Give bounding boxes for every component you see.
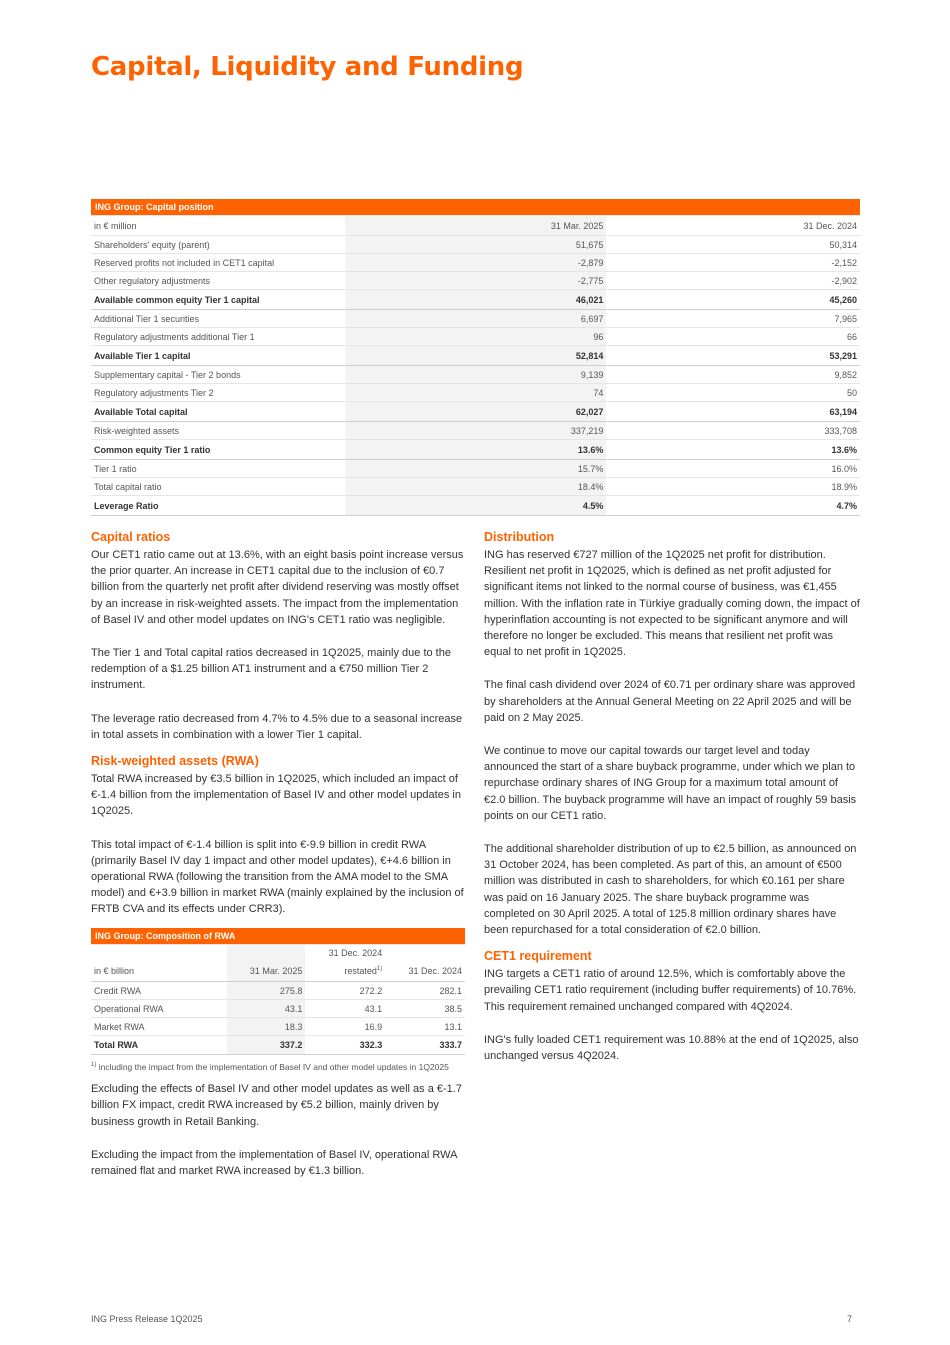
row-label: Regulatory adjustments additional Tier 1 <box>91 328 345 346</box>
unit-label: in € million <box>91 216 345 236</box>
cell-dec-2024: 50,314 <box>606 236 860 254</box>
row-label: Total capital ratio <box>91 478 345 496</box>
paragraph: ING has reserved €727 million of the 1Q2025 net profit for distribution. Resilient net profit in 1Q2025, which is defined as net profit adjusted for significant items not linked to the normal course of business, was €1,455 million. With the inflation rate in Türkiye gradually coming down, the impact of hyperinflation accounting is not expected to be significant anymore and will therefore no longer be excluded. This means that resilient net profit was equal to net profit in 1Q2025. <box>484 549 860 659</box>
footnote-text: including the impact from the implementation of Basel IV and other model updates in 1Q2025 <box>98 1062 449 1073</box>
row-label: Tier 1 ratio <box>91 460 345 478</box>
page-number: 7 <box>846 1314 852 1324</box>
row-label: Available Total capital <box>91 402 345 422</box>
cell-mar-2025: 46,021 <box>345 290 607 310</box>
table-row <box>91 346 860 366</box>
cell-dec-2024: 53,291 <box>606 346 860 366</box>
paragraph: Total RWA increased by €3.5 billion in 1Q2025, which included an impact of €-1.4 billion from the implementation of Basel IV and other model updates in 1Q2025. <box>91 773 461 818</box>
cell-mar-2025: 43.1 <box>227 1000 305 1018</box>
cell-mar-2025: 4.5% <box>345 496 607 516</box>
row-label: Operational RWA <box>91 1000 227 1018</box>
table-row <box>91 982 465 1000</box>
rwa-table-block <box>91 928 465 1073</box>
footer-doc-title: ING Press Release 1Q2025 <box>91 1314 203 1324</box>
table-footnote <box>91 1060 465 1073</box>
cell-mar-2025: 9,139 <box>345 366 607 384</box>
row-label: Additional Tier 1 securities <box>91 310 345 328</box>
row-label: Shareholders' equity (parent) <box>91 236 345 254</box>
column-header-line: 31 Dec. 2024 <box>328 947 383 958</box>
table-row <box>91 402 860 422</box>
rwa-composition-table <box>91 928 465 1056</box>
row-label: Other regulatory adjustments <box>91 272 345 290</box>
cell-mar-2025: 6,697 <box>345 310 607 328</box>
column-header: 31 Mar. 2025 <box>227 944 305 981</box>
table-row <box>91 422 860 440</box>
column-header-restated <box>305 944 385 981</box>
section-heading-capital-ratios: Capital ratios <box>91 530 171 544</box>
table-header: ING Group: Composition of RWA <box>91 928 465 945</box>
cell-mar-2025: 52,814 <box>345 346 607 366</box>
cell-mar-2025: -2,879 <box>345 254 607 272</box>
paragraph: We continue to move our capital towards our target level and today announced the start of a share buyback programme, under which we plan to repurchase ordinary shares of ING Group for a maximum total amount of €2.0 billion. The buyback programme will have an impact of roughly 59 basis points on our CET1 ratio. <box>484 745 857 822</box>
footnote-marker: 1) <box>91 1062 97 1069</box>
cell-dec-2024: 7,965 <box>606 310 860 328</box>
table-row <box>91 478 860 496</box>
cell-dec-2024: -2,902 <box>606 272 860 290</box>
footnote-marker: 1) <box>376 966 383 973</box>
table-row <box>91 1018 465 1036</box>
table-row <box>91 366 860 384</box>
section-heading-distribution: Distribution <box>484 530 555 544</box>
cell-dec-2024: 63,194 <box>606 402 860 422</box>
column-header: 31 Dec. 2024 <box>385 944 465 981</box>
row-label: Supplementary capital - Tier 2 bonds <box>91 366 345 384</box>
cell-dec-2024: 13.6% <box>606 440 860 460</box>
cell-mar-2025: 13.6% <box>345 440 607 460</box>
cell-mar-2025: 18.3 <box>227 1018 305 1036</box>
table-row <box>91 328 860 346</box>
paragraph: ING targets a CET1 ratio of around 12.5%, which is comfortably above the prevailing CET1 ratio requirement (including buffer requirements) of 10.76%. This requirement remained unchanged compared with 4Q2024. <box>484 968 857 1013</box>
cell-mar-2025: 18.4% <box>345 478 607 496</box>
cell-dec-2024: 16.0% <box>606 460 860 478</box>
table-row <box>91 290 860 310</box>
paragraph: Our CET1 ratio came out at 13.6%, with an eight basis point increase versus the prior quarter. An increase in CET1 capital due to the inclusion of €0.7 billion from the quarterly net profit after dividend reserving was mostly offset by an increase in risk-weighted assets. The impact from the implementation of Basel IV and other model updates on ING's CET1 ratio was negligible. <box>91 549 464 626</box>
cell-dec-2024: 18.9% <box>606 478 860 496</box>
paragraph: Excluding the effects of Basel IV and other model updates as well as a €-1.7 billion FX impact, credit RWA increased by €5.2 billion, mainly driven by business growth in Retail Banking. <box>91 1083 462 1128</box>
cell-mar-2025: 96 <box>345 328 607 346</box>
page-title: Capital, Liquidity and Funding <box>91 52 524 82</box>
paragraph: The leverage ratio decreased from 4.7% to 4.5% due to a seasonal increase in total assets in combination with a lower Tier 1 capital. <box>91 712 463 741</box>
row-label: Risk-weighted assets <box>91 422 345 440</box>
row-label: Common equity Tier 1 ratio <box>91 440 345 460</box>
paragraph: This total impact of €-1.4 billion is split into €-9.9 billion in credit RWA (primarily Basel IV day 1 impact and other model updates), €+4.6 billion in operational RWA (following the transition from the AMA model to the SMA model) and €+3.9 billion in market RWA (mainly explained by the inclusion of FRTB CVA and its effects under CRR3). <box>91 838 464 916</box>
table-row <box>91 384 860 402</box>
cell-dec-2024: 13.1 <box>385 1018 465 1036</box>
row-label: Credit RWA <box>91 982 227 1000</box>
table-row <box>91 496 860 516</box>
cell-dec-2024: 66 <box>606 328 860 346</box>
cell-dec-2024: 50 <box>606 384 860 402</box>
row-label: Available common equity Tier 1 capital <box>91 290 345 310</box>
paragraph: The additional shareholder distribution of up to €2.5 billion, as announced on 31 October 2024, has been completed. As part of this, an amount of €500 million was distributed in cash to shareholders, for which €0.161 per share was paid on 16 January 2025. The share buyback programme was completed on 30 April 2025. A total of 125.8 million ordinary shares have been repurchased for a total consideration of €2.0 billion. <box>484 843 857 937</box>
cell-dec-2024-restated: 272.2 <box>305 982 385 1000</box>
row-label: Available Tier 1 capital <box>91 346 345 366</box>
cell-dec-2024: 38.5 <box>385 1000 465 1018</box>
row-label: Reserved profits not included in CET1 capital <box>91 254 345 272</box>
table-row <box>91 440 860 460</box>
cell-dec-2024: 333.7 <box>385 1036 465 1055</box>
cell-mar-2025: 275.8 <box>227 982 305 1000</box>
table-row <box>91 272 860 290</box>
row-label: Total RWA <box>91 1036 227 1055</box>
cell-mar-2025: 337.2 <box>227 1036 305 1055</box>
table-header: ING Group: Capital position <box>91 199 860 216</box>
cell-dec-2024-restated: 43.1 <box>305 1000 385 1018</box>
cell-dec-2024: -2,152 <box>606 254 860 272</box>
cell-dec-2024: 45,260 <box>606 290 860 310</box>
column-header: 31 Mar. 2025 <box>345 216 607 236</box>
row-label: Market RWA <box>91 1018 227 1036</box>
cell-dec-2024-restated: 16.9 <box>305 1018 385 1036</box>
table-row <box>91 236 860 254</box>
paragraph: The final cash dividend over 2024 of €0.71 per ordinary share was approved by shareholders at the Annual General Meeting on 22 April 2025 and will be paid on 2 May 2025. <box>484 679 856 724</box>
paragraph: Excluding the impact from the implementation of Basel IV, operational RWA remained flat and market RWA increased by €1.3 billion. <box>91 1148 457 1177</box>
table-row <box>91 254 860 272</box>
cell-dec-2024: 282.1 <box>385 982 465 1000</box>
cell-mar-2025: -2,775 <box>345 272 607 290</box>
section-heading-cet1: CET1 requirement <box>484 949 592 964</box>
cell-dec-2024: 333,708 <box>606 422 860 440</box>
left-column <box>91 529 468 1196</box>
column-header-line: restated <box>344 966 377 977</box>
cell-mar-2025: 62,027 <box>345 402 607 422</box>
cell-mar-2025: 15.7% <box>345 460 607 478</box>
total-row <box>91 1036 465 1055</box>
section-heading-rwa: Risk-weighted assets (RWA) <box>91 754 259 769</box>
row-label: Leverage Ratio <box>91 496 345 516</box>
cell-dec-2024: 9,852 <box>606 366 860 384</box>
right-column <box>484 529 861 1081</box>
cell-dec-2024: 4.7% <box>606 496 860 516</box>
cell-mar-2025: 51,675 <box>345 236 607 254</box>
column-header: 31 Dec. 2024 <box>606 216 860 236</box>
table-row <box>91 1000 465 1018</box>
paragraph: ING's fully loaded CET1 requirement was 10.88% at the end of 1Q2025, also unchanged versus 4Q2024. <box>484 1033 859 1063</box>
unit-label: in € billion <box>91 944 227 981</box>
table-row <box>91 310 860 328</box>
cell-mar-2025: 337,219 <box>345 422 607 440</box>
table-row <box>91 460 860 478</box>
cell-dec-2024-restated: 332.3 <box>305 1036 385 1055</box>
row-label: Regulatory adjustments Tier 2 <box>91 384 345 402</box>
cell-mar-2025: 74 <box>345 384 607 402</box>
capital-position-table <box>91 199 860 516</box>
paragraph: The Tier 1 and Total capital ratios decreased in 1Q2025, mainly due to the redemption of a $1.25 billion AT1 instrument and a €750 million Tier 2 instrument. <box>91 647 451 692</box>
